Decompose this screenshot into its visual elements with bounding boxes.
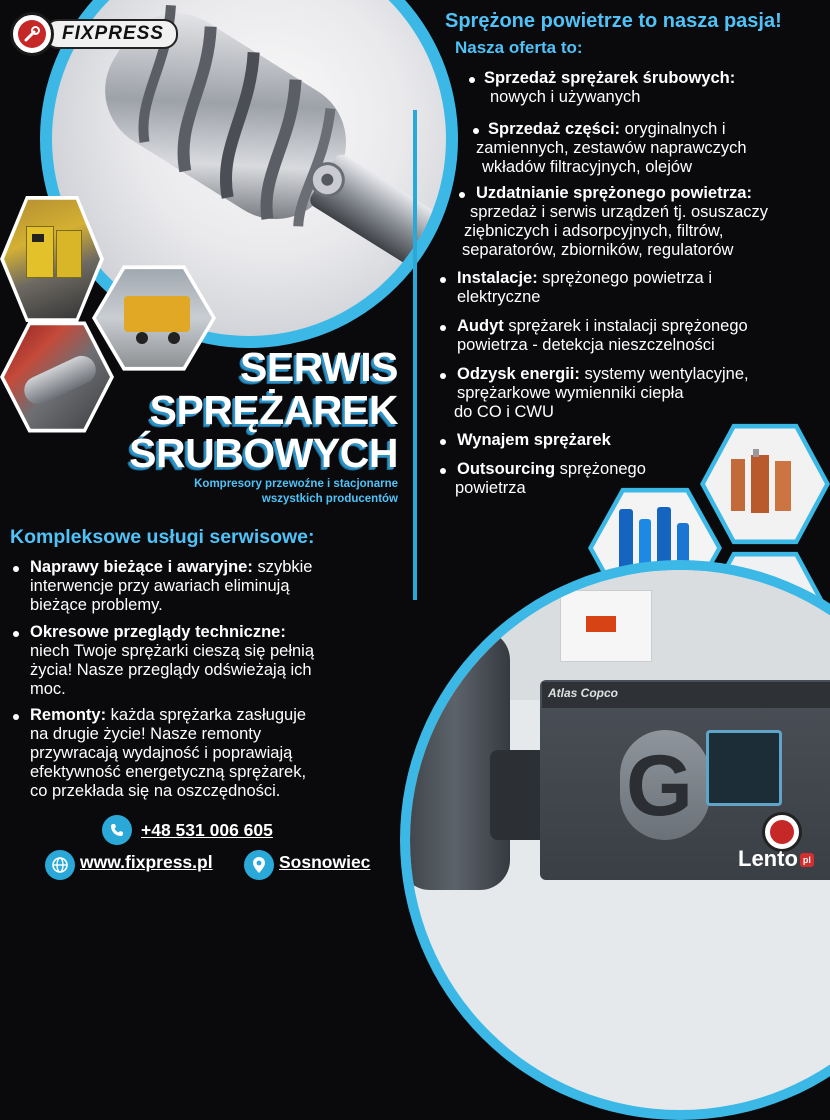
offer-item-parts: Sprzedaż części: oryginalnych i: [488, 120, 726, 138]
offer-item-installations: Instalacje: sprężonego powietrza i elektryczne: [457, 269, 712, 306]
offer-item-audit: Audyt sprężarek i instalacji sprężonego powietrza - detekcja nieszczelności: [457, 317, 748, 354]
website-link[interactable]: www.fixpress.pl: [80, 852, 213, 872]
subtitle: Kompresory przewoźne i stacjonarne wszystkich producentów: [194, 478, 398, 505]
services-heading: Kompleksowe usługi serwisowe:: [10, 526, 315, 548]
title-line-3: ŚRUBOWYCH: [129, 430, 398, 476]
bullet-icon: [13, 714, 19, 720]
logo-text: FIXPRESS: [44, 19, 178, 49]
offer-item-parts-cont: zamiennych, zestawów naprawczych wkładów filtracyjnych, olejów: [476, 139, 747, 176]
title-line-2: SPRĘŻAREK: [149, 387, 398, 433]
bullet-icon: [469, 77, 475, 83]
bullet-icon: [459, 192, 465, 198]
bullet-icon: [440, 373, 446, 379]
bullet-icon: [440, 468, 446, 474]
location-pin-icon: [244, 850, 274, 880]
divider-line: [413, 110, 417, 600]
phone-icon: [102, 815, 132, 845]
offer-heading: Nasza oferta to:: [455, 38, 583, 57]
bullet-icon: [13, 631, 19, 637]
wrench-logo-icon: [10, 12, 54, 56]
location-link[interactable]: Sosnowiec: [279, 852, 371, 872]
slogan-heading: Sprężone powietrze to nasza pasja!: [445, 10, 782, 32]
offer-item-outsourcing: Outsourcing sprężonego powietrza: [455, 460, 646, 497]
title-line-1: SERWIS: [240, 344, 398, 390]
bullet-icon: [13, 566, 19, 572]
compressor-g-logo: G: [626, 738, 693, 834]
phone-link[interactable]: +48 531 006 605: [141, 820, 273, 840]
bullet-icon: [440, 325, 446, 331]
bullet-icon: [473, 128, 479, 134]
service-item-repairs: Naprawy bieżące i awaryjne: szybkie interwencje przy awariach eliminują bieżące problemy.: [30, 558, 313, 614]
bullet-icon: [440, 439, 446, 445]
service-item-overhauls: Remonty: każda sprężarka zasługuje na drugie życie! Nasze remonty przywracają wydajność i poprawiają efektywność energetyczną sprężarek, co przekłada się na oszczędności.: [30, 706, 307, 800]
bullet-icon: [440, 277, 446, 283]
offer-item-air-treatment-cont: sprzedaż i serwis urządzeń tj. osuszaczy ziębniczych i adsorpcyjnych, filtrów, separatorów, zbiorników, regulatorów: [462, 203, 769, 259]
globe-icon: [45, 850, 75, 880]
offer-item-energy-recovery: Odzysk energii: systemy wentylacyjne, sprężarkowe wymienniki ciepła do CO i CWU: [454, 365, 749, 421]
offer-item-rental: Wynajem sprężarek: [457, 431, 611, 449]
fixpress-logo: [10, 12, 218, 56]
lento-watermark: Lento pl: [738, 846, 814, 872]
offer-item-sales: Sprzedaż sprężarek śrubowych: nowych i używanych: [484, 69, 736, 106]
service-item-inspections: Okresowe przeglądy techniczne: niech Twoje sprężarki cieszą się pełnią życia! Nasze przeglądy odświeżają ich moc.: [30, 623, 315, 698]
offer-item-air-treatment: Uzdatnianie sprężonego powietrza:: [476, 184, 752, 202]
compressor-brand-label: Atlas Copco: [548, 686, 619, 700]
